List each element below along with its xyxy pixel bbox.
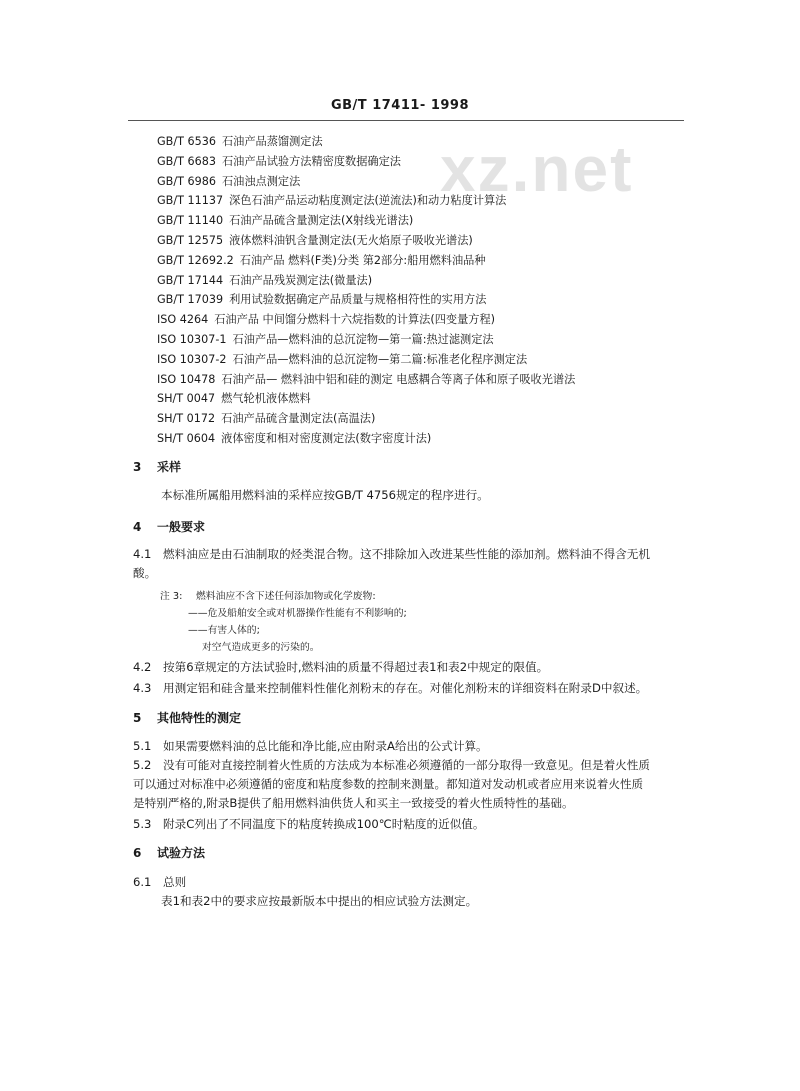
note-3-item-2: ——有害人体的; [188,625,260,636]
section-6-heading: 6 试验方法 [133,846,206,860]
reference-code: GB/T 11140 [157,214,224,228]
reference-title: 石油产品残炭测定法(微量法) [229,273,373,287]
watermark: xz.net [440,133,634,205]
clause-5-2-cont-1: 可以通过对标准中必须遵循的密度和粘度参数的控制来测量。都知道对发动机或者应用来说着火性质 [133,777,644,791]
reference-title: 石油产品蒸馏测定法 [221,135,323,148]
reference-title: 石油产品—燃料油的总沉淀物—第一篇:热过滤测定法 [232,332,494,346]
reference-code: GB/T 17144 [157,273,224,287]
reference-item [157,231,697,251]
normative-references-list [157,132,697,449]
reference-title: 燃气轮机液体燃料 [221,392,311,406]
reference-title: 石油浊点测定法 [221,174,301,188]
reference-title: 石油产品 燃料(F类)分类 第2部分:船用燃料油品种 [239,253,486,267]
reference-item [157,409,697,429]
section-3-text: 本标准所属船用燃料油的采样应按GB/T 4756规定的程序进行。 [161,488,489,502]
reference-code: GB/T 6536 [157,135,216,148]
reference-code: ISO 10307-2 [157,352,227,366]
reference-code: SH/T 0172 [157,412,216,426]
reference-item [157,271,697,291]
reference-item [157,251,697,271]
reference-item [157,370,697,390]
reference-item [157,310,697,330]
reference-code: GB/T 12692.2 [157,253,234,267]
section-3-heading: 3 采样 [133,460,182,474]
clause-6-1-heading: 6.1 总则 [133,875,187,889]
reference-title: 石油产品硫含量测定法(X射线光谱法) [229,214,414,228]
clause-5-1: 5.1 如果需要燃料油的总比能和净比能,应由附录A给出的公式计算。 [133,739,488,753]
clause-5-2-cont-2: 是特别严格的,附录B提供了船用燃料油供货人和买主一致接受的着火性质特性的基础。 [133,796,574,810]
reference-title: 深色石油产品运动粘度测定法(逆流法)和动力粘度计算法 [229,194,507,208]
reference-code: ISO 10307-1 [157,332,227,346]
reference-item [157,132,697,152]
reference-code: GB/T 6683 [157,154,216,168]
reference-title: 石油产品试验方法精密度数据确定法 [221,154,401,168]
section-5-heading: 5 其他特性的测定 [133,711,242,725]
reference-title: 石油产品—燃料油的总沉淀物—第二篇:标准老化程序测定法 [232,352,528,366]
clause-6-1-text: 表1和表2中的要求应按最新版本中提出的相应试验方法测定。 [161,894,478,908]
reference-item [157,330,697,350]
clause-4-3: 4.3 用测定铝和硅含量来控制催料性催化剂粉末的存在。对催化剂粉末的详细资料在附录D中叙述。 [133,681,648,695]
reference-code: ISO 10478 [157,372,216,386]
reference-item [157,211,697,231]
reference-title: 石油产品硫含量测定法(高温法) [221,412,376,426]
reference-code: GB/T 17039 [157,293,224,307]
header-rule [128,120,684,121]
reference-title: 液体燃料油钒含量测定法(无火焰原子吸收光谱法) [229,233,473,247]
clause-4-2: 4.2 按第6章规定的方法试验时,燃料油的质量不得超过表1和表2中规定的限值。 [133,660,549,674]
section-4-heading: 4 一般要求 [133,520,206,534]
reference-title: 利用试验数据确定产品质量与规格相符性的实用方法 [229,293,487,307]
reference-title: 液体密度和相对密度测定法(数字密度计法) [221,431,432,445]
page-header: GB/T 17411- 1998 [330,98,470,113]
clause-4-1-cont: 酸。 [133,566,157,580]
clause-5-2: 5.2 没有可能对直接控制着火性质的方法成为本标准必须遵循的一部分取得一致意见。但是着火性质 [133,758,650,772]
note-3: 注 3: 燃料油应不含下述任何添加物或化学废物: [160,591,376,602]
note-3-item-3: 对空气造成更多的污染的。 [202,642,320,653]
reference-code: GB/T 6986 [157,174,216,188]
reference-item [157,191,697,211]
note-3-item-1: ——危及船舶安全或对机器操作性能有不利影响的; [188,608,407,619]
clause-5-3: 5.3 附录C列出了不同温度下的粘度转换成100℃时粘度的近似值。 [133,817,485,831]
reference-title: 石油产品 中间馏分燃料十六烷指数的计算法(四变量方程) [214,313,496,327]
reference-item [157,429,697,449]
reference-item [157,290,697,310]
reference-item [157,350,697,370]
reference-code: SH/T 0047 [157,392,216,406]
reference-item [157,389,697,409]
reference-code: GB/T 11137 [157,194,224,208]
reference-code: ISO 4264 [157,313,209,327]
clause-4-1: 4.1 燃料油应是由石油制取的烃类混合物。这不排除加入改进某些性能的添加剂。燃料油不得含无机 [133,547,650,561]
reference-item [157,172,697,192]
reference-item [157,152,697,172]
reference-code: GB/T 12575 [157,233,224,247]
reference-code: SH/T 0604 [157,431,216,445]
reference-title: 石油产品— 燃料油中铝和硅的测定 电感耦合等离子体和原子吸收光谱法 [221,372,576,386]
